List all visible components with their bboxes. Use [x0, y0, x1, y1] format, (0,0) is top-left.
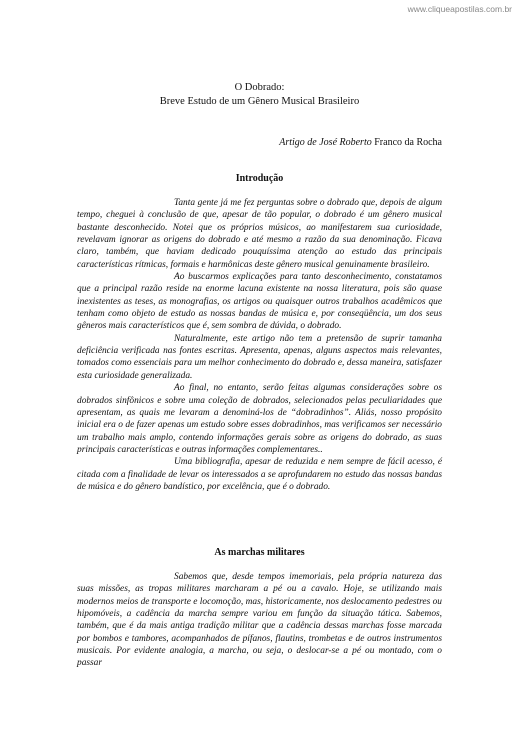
- author-prefix: Artigo de José Roberto: [279, 137, 372, 148]
- title-line-1: O Dobrado:: [234, 82, 285, 93]
- section-heading-marchas-militares: As marchas militares: [214, 547, 305, 558]
- paragraph: Tanta gente já me fez perguntas sobre o dobrado que, depois de algum tempo, cheguei à conclusão de que, apesar de tão popular, o dobrado é um gênero musical bastante desconhecido. Notei que os próprios músicos, ao manifestarem sua curiosidade, revelavam ignorar as origens do dobrado e até mesmo a razão da sua denominação. Ficava claro, também, que haviam dedicado pouquíssima atenção ao estudo das principais características rítmicas, formais e harmônicas deste gênero musical genuinamente brasileiro.: [77, 198, 442, 270]
- paragraph: Ao buscarmos explicações para tanto desconhecimento, constatamos que a principal razão reside na enorme lacuna existente na nossa literatura, pois são quase inexistentes as teses, as monografias, os artigos ou quaisquer outros trabalhos acadêmicos que tenham como objeto de estudo as nossas bandas de música e, por conseqüência, um dos seus gêneros mais característicos que é, sem sombra de dúvida, o dobrado.: [77, 272, 442, 332]
- paragraph: Ao final, no entanto, serão feitas algumas considerações sobre os dobrados sinfônicos e sobre uma coleção de dobrados, selecionados pelas peculiaridades que apresentam, as quais me levaram a denominá-los de “dobradinhos”. Aliás, nosso propósito inicial era o de fazer apenas um estudo sobre esses dobradinhos, mas verificamos ser necessário um trabalho mais amplo, contendo informações gerais sobre as origens do dobrado, as suas principais características e outras informações complementares..: [77, 383, 442, 455]
- paragraph: Uma bibliografia, apesar de reduzida e nem sempre de fácil acesso, é citada com a finalidade de levar os interessados a se aprofundarem no estudo das nossas bandas de música e do gênero bandístico, por excelência, que é o dobrado.: [77, 457, 442, 492]
- section-heading-introducao: Introdução: [235, 173, 284, 184]
- title-line-2: Breve Estudo de um Gênero Musical Brasileiro: [159, 96, 360, 107]
- section-body-introducao: [77, 197, 442, 493]
- author-name: Franco da Rocha: [374, 137, 442, 148]
- author-line: [279, 137, 442, 148]
- paragraph: Sabemos que, desde tempos imemoriais, pela própria natureza das suas missões, as tropas militares marcharam a pé ou a cavalo. Hoje, se utilizando mais modernos meios de transporte e locomoção, mas, historicamente, nos deslocamento pedestres ou hipomóveis, a cadência da marcha sempre variou em função da situação tática. Sabemos, também, que é da mais antiga tradição militar que a cadência dessas marchas fosse marcada por bombos e tambores, acompanhados de pífanos, flautins, trombetas e de outros instrumentos musicais. Por evidente analogia, a marcha, ou seja, o deslocar-se a pé ou montado, com o passar: [77, 572, 442, 669]
- document-title: [77, 81, 442, 109]
- site-watermark: www.cliqueapostilas.com.br: [407, 4, 512, 14]
- paragraph: Naturalmente, este artigo não tem a pretensão de suprir tamanha deficiência verificada nas fontes escritas. Apresenta, apenas, alguns aspectos mais relevantes, tomados como essenciais para um melhor conhecimento do dobrado e, dessa maneira, satisfazer esta curiosidade generalizada.: [77, 333, 442, 381]
- section-body-marchas-militares: [77, 571, 442, 670]
